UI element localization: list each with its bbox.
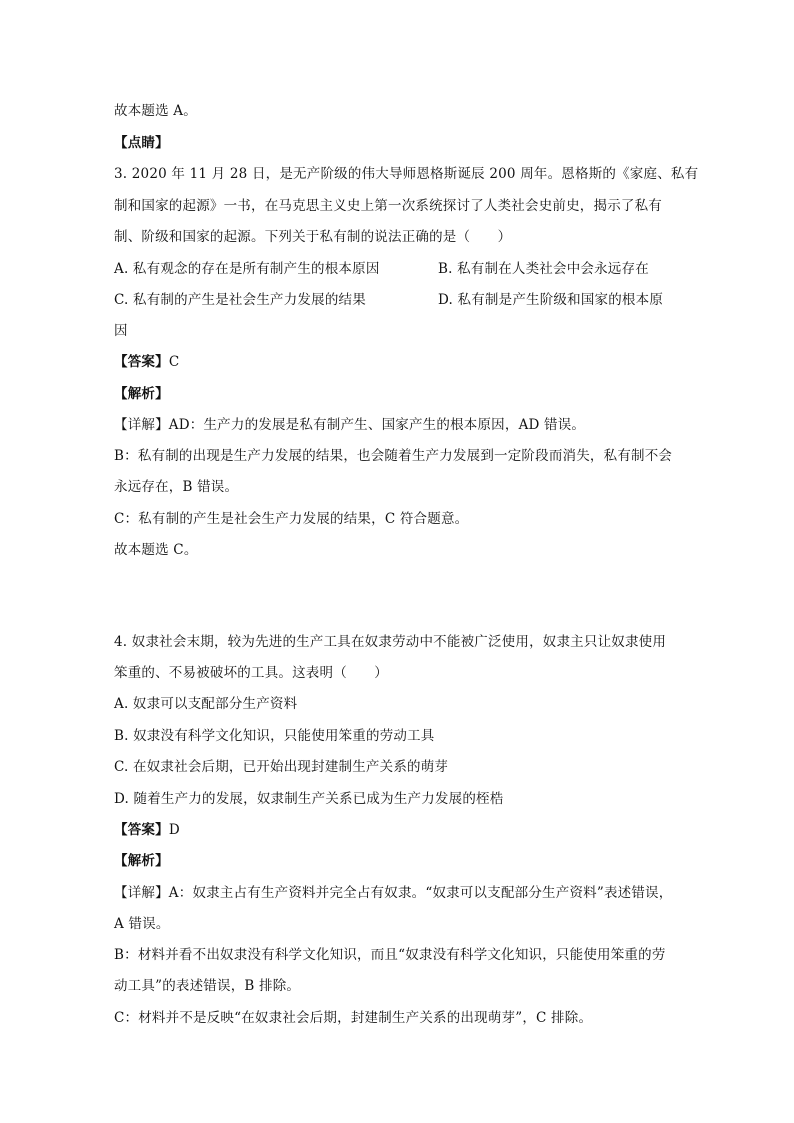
question-3-option-d: D. 私有制是产生阶级和国家的根本原	[438, 292, 664, 308]
question-4-detail-line-4: 动工具”的表述错误，B 排除。	[114, 978, 301, 994]
question-4-detail-line-3: B：材料并看不出奴隶没有科学文化知识，而且“奴隶没有科学文化知识，只能使用笨重的劳	[114, 947, 666, 963]
question-4-answer	[114, 820, 684, 840]
question-4-analysis-heading: 【解析】	[114, 853, 169, 869]
section-heading-dianjing: 【点睛】	[114, 135, 169, 151]
question-3-analysis-heading: 【解析】	[114, 386, 169, 402]
question-3-option-a: A. 私有观念的存在是所有制产生的根本原因	[114, 261, 380, 277]
answer-label: 【答案】	[114, 354, 169, 370]
answer-value: D	[168, 822, 180, 838]
question-3-answer	[114, 352, 684, 372]
question-4-option-d: D. 随着生产力的发展，奴隶制生产关系已成为生产力发展的桎梏	[114, 791, 504, 807]
question-3-stem-line-2: 制和国家的起源》一书，在马克思主义史上第一次系统探讨了人类社会史前史，揭示了私有	[114, 198, 662, 214]
question-3-stem-line-3: 制、阶级和国家的起源。下列关于私有制的说法正确的是（ ）	[114, 229, 512, 245]
conclusion-line: 故本题选 A。	[114, 103, 197, 119]
question-3-detail-line-4: C：私有制的产生是社会生产力发展的结果，C 符合题意。	[114, 511, 469, 527]
question-4-option-a: A. 奴隶可以支配部分生产资料	[114, 696, 298, 712]
question-3-detail-line-3: 永远存在，B 错误。	[114, 479, 239, 495]
question-3-option-b: B. 私有制在人类社会中会永远存在	[438, 261, 649, 277]
question-3-option-c: C. 私有制的产生是社会生产力发展的结果	[114, 292, 366, 308]
question-4-option-c: C. 在奴隶社会后期，已开始出现封建制生产关系的萌芽	[114, 759, 449, 775]
question-4-option-b: B. 奴隶没有科学文化知识，只能使用笨重的劳动工具	[114, 728, 435, 744]
question-4-detail-line-1: 【详解】A：奴隶主占有生产资料并完全占有奴隶。“奴隶可以支配部分生产资料”表述错误，	[114, 885, 673, 901]
question-4-stem-line-2: 笨重的、不易被破坏的工具。这表明（ ）	[114, 665, 388, 681]
question-3-conclusion: 故本题选 C。	[114, 542, 198, 558]
question-3-detail-line-1: 【详解】AD：生产力的发展是私有制产生、国家产生的根本原因，AD 错误。	[114, 417, 586, 433]
answer-label: 【答案】	[114, 822, 169, 838]
question-4-detail-line-5: C：材料并不是反映“在奴隶社会后期，封建制生产关系的出现萌芽”，C 排除。	[114, 1010, 593, 1026]
question-4-stem-line-1: 4. 奴隶社会末期，较为先进的生产工具在奴隶劳动中不能被广泛使用，奴隶主只让奴隶使用	[114, 634, 667, 650]
question-3-option-d-wrap: 因	[114, 323, 128, 339]
answer-value: C	[168, 354, 180, 370]
question-4-detail-line-2: A 错误。	[114, 916, 170, 932]
question-3-stem-line-1: 3. 2020 年 11 月 28 日，是无产阶级的伟大导师恩格斯诞辰 200 周年。恩格斯的《家庭、私有	[114, 166, 699, 182]
question-3-detail-line-2: B：私有制的出现是生产力发展的结果，也会随着生产力发展到一定阶段而消失，私有制不会	[114, 448, 673, 464]
